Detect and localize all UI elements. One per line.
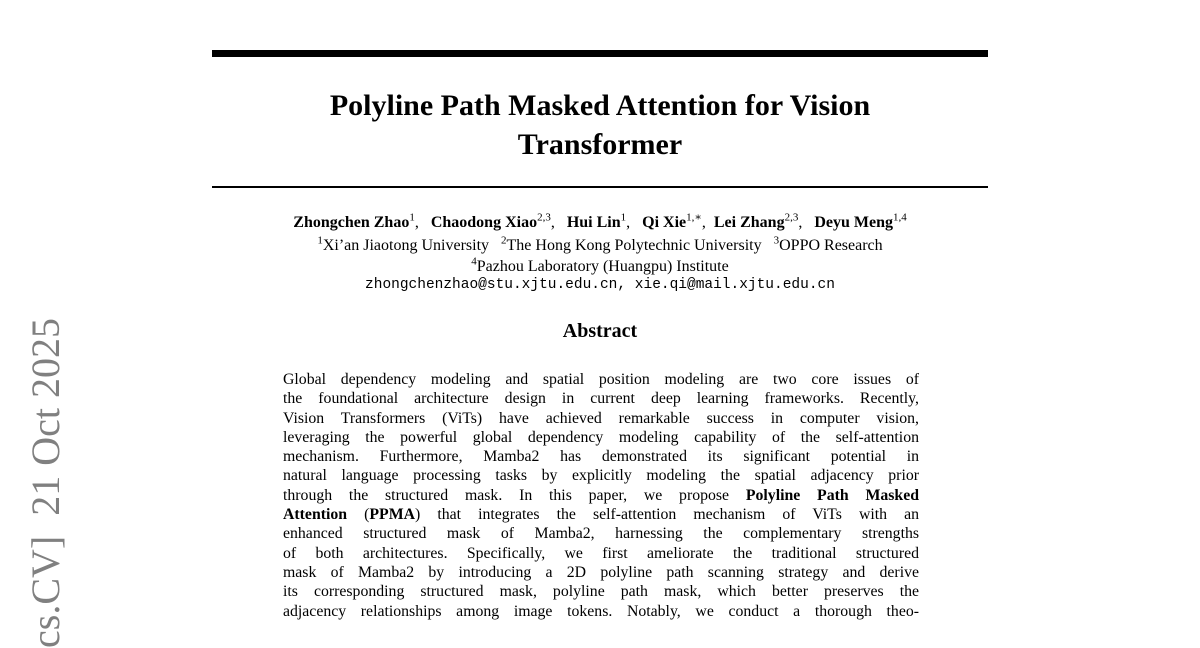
abstract-line: natural language processing tasks by explicitly modeling the spatial adjacency prior (283, 467, 919, 485)
abstract-text: ) that integrates the self-attention mechanism of ViTs with an (415, 506, 920, 524)
author-affiliation-mark: 1 (620, 211, 627, 224)
affiliation-line-2 (200, 256, 1000, 277)
abstract-text: ( (364, 506, 370, 524)
method-name-bold: Attention (283, 506, 348, 524)
abstract-heading: Abstract (562, 320, 638, 342)
abstract-line (283, 505, 919, 524)
author-name: Lei Zhang (713, 214, 785, 231)
title-top-rule (212, 50, 988, 57)
abstract-line: enhanced structured mask of Mamba2, harnessing the complementary strengths (283, 525, 919, 543)
title-bottom-rule (212, 186, 988, 188)
title-line-2: Transformer (517, 128, 683, 161)
abstract-line: leveraging the powerful global dependency modeling capability of the self-attention (283, 428, 919, 446)
abstract-text: through the structured mask. In this paper, we propose (283, 486, 746, 504)
author-affiliation-mark: 1,∗ (686, 211, 702, 224)
author-emails: zhongchenzhao@stu.xjtu.edu.cn, xie.qi@mail.xjtu.edu.cn (365, 277, 835, 293)
author-name: Deyu Meng (814, 214, 893, 231)
author-name: Hui Lin (566, 214, 621, 231)
author-affiliation-mark: 2,3 (537, 211, 551, 224)
abstract-line: Global dependency modeling and spatial position modeling are two core issues of (283, 371, 919, 388)
abstract-body (283, 370, 919, 621)
affiliation-mark: 3 (773, 234, 780, 247)
abstract-line (283, 486, 919, 505)
title-line-1: Polyline Path Masked Attention for Vision (329, 89, 871, 122)
abstract-line: of both architectures. Specifically, we first ameliorate the traditional structured (283, 544, 919, 562)
method-name-bold: Polyline Path Masked (745, 486, 919, 504)
affiliation-name: Pazhou Laboratory (Huangpu) Institute (476, 258, 729, 275)
affiliation-name: OPPO Research (779, 237, 883, 254)
author-name: Chaodong Xiao (430, 214, 538, 231)
method-acronym-bold: PPMA (369, 506, 416, 524)
abstract-line: its corresponding structured mask, polyline path mask, which better preserves the (283, 583, 919, 601)
author-affiliation-mark: 1,4 (892, 211, 907, 224)
abstract-line: mechanism. Furthermore, Mamba2 has demonstrated its significant potential in (283, 448, 919, 466)
author-affiliation-mark: 1 (409, 211, 415, 224)
affiliation-line-1 (200, 235, 1000, 256)
author-affiliation-mark: 2,3 (784, 211, 799, 224)
abstract-line: Vision Transformers (ViTs) have achieved remarkable success in computer vision, (283, 409, 919, 427)
author-name: Zhongchen Zhao (293, 214, 410, 231)
affiliation-mark: 4 (471, 255, 477, 268)
abstract-line: the foundational architecture design in current deep learning frameworks. Recently, (283, 390, 919, 408)
affiliation-name: The Hong Kong Polytechnic University (506, 237, 762, 254)
abstract-line: adjacency relationships among image tokens. Notably, we conduct a thorough theo- (283, 602, 919, 620)
affiliation-mark: 2 (501, 234, 507, 247)
affiliation-mark: 1 (317, 234, 323, 247)
author-list: Zhongchen Zhao$^1$, Chaodong Xiao$^{2,3}$, Hui Lin$^1$, Qi Xie$^{1,∗}$, Lei Zhang$^{2,3}$, Deyu Meng$^{1,4}$ (293, 211, 907, 231)
author-name: Qi Xie (642, 214, 687, 231)
paper-title (212, 86, 988, 164)
affiliation-name: Xi’an Jiaotong University (322, 237, 490, 254)
arxiv-side-stamp: cs.CV] 21 Oct 2025 (23, 318, 68, 648)
abstract-line: mask of Mamba2 by introducing a 2D polyline path scanning strategy and derive (283, 563, 919, 581)
